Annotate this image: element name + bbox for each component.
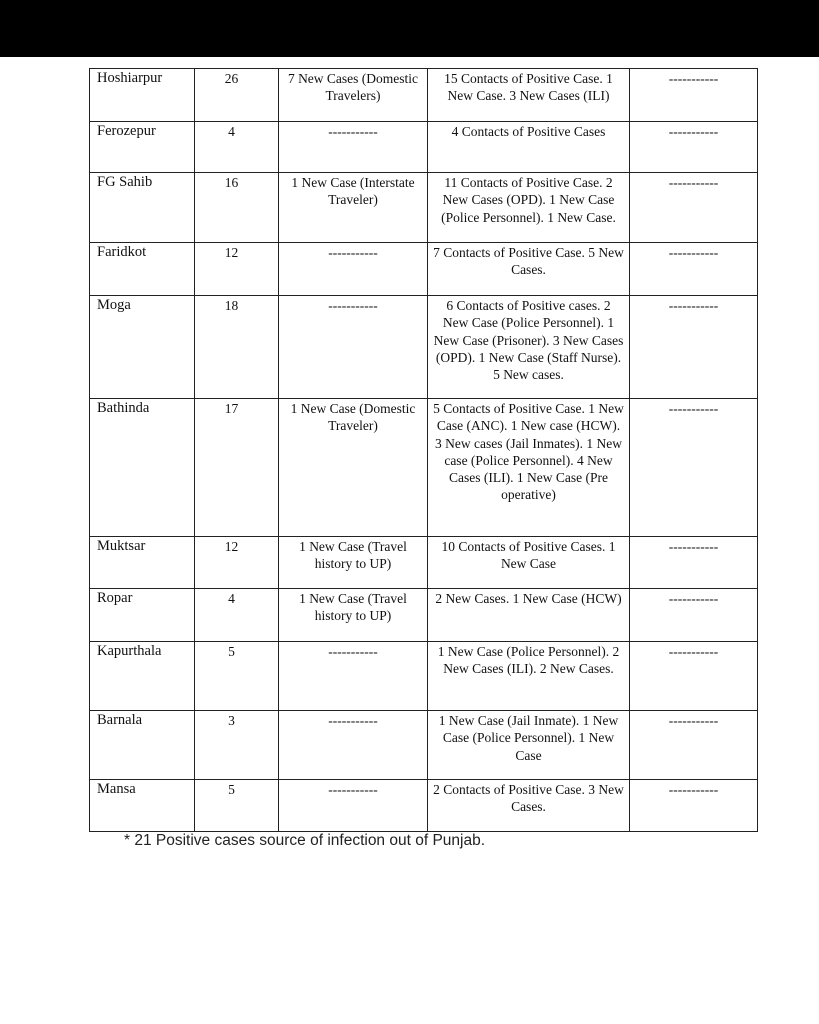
remarks-cell: ----------- — [630, 243, 758, 296]
remarks-cell: ----------- — [630, 173, 758, 243]
table-row — [90, 173, 758, 243]
local-cases-cell: 1 New Case (Jail Inmate). 1 New Case (Police Personnel). 1 New Case — [428, 711, 630, 780]
district-cell: FG Sahib — [90, 173, 195, 243]
case-count-cell: 26 — [195, 69, 279, 122]
remarks-cell: ----------- — [630, 589, 758, 642]
table-row — [90, 399, 758, 537]
travel-cases-cell: ----------- — [279, 780, 428, 832]
case-count-cell: 16 — [195, 173, 279, 243]
remarks-cell: ----------- — [630, 399, 758, 537]
local-cases-cell: 4 Contacts of Positive Cases — [428, 122, 630, 173]
table-row — [90, 243, 758, 296]
local-cases-cell: 6 Contacts of Positive cases. 2 New Case (Police Personnel). 1 New Case (Prisoner). 3 New Cases (OPD). 1 New Case (Staff Nurse). 5 New cases. — [428, 296, 630, 399]
district-cell: Bathinda — [90, 399, 195, 537]
case-count-cell: 17 — [195, 399, 279, 537]
table-row — [90, 711, 758, 780]
case-count-cell: 3 — [195, 711, 279, 780]
travel-cases-cell: 1 New Case (Interstate Traveler) — [279, 173, 428, 243]
district-cell: Muktsar — [90, 537, 195, 589]
district-cases-table — [89, 68, 758, 832]
table-row — [90, 296, 758, 399]
travel-cases-cell: 1 New Case (Domestic Traveler) — [279, 399, 428, 537]
remarks-cell: ----------- — [630, 711, 758, 780]
travel-cases-cell: ----------- — [279, 642, 428, 711]
travel-cases-cell: ----------- — [279, 122, 428, 173]
district-cell: Ferozepur — [90, 122, 195, 173]
travel-cases-cell: 1 New Case (Travel history to UP) — [279, 537, 428, 589]
remarks-cell: ----------- — [630, 780, 758, 832]
local-cases-cell: 1 New Case (Police Personnel). 2 New Cases (ILI). 2 New Cases. — [428, 642, 630, 711]
table-row — [90, 69, 758, 122]
local-cases-cell: 10 Contacts of Positive Cases. 1 New Case — [428, 537, 630, 589]
case-count-cell: 5 — [195, 780, 279, 832]
remarks-cell: ----------- — [630, 69, 758, 122]
table-row — [90, 642, 758, 711]
district-cell: Moga — [90, 296, 195, 399]
travel-cases-cell: ----------- — [279, 711, 428, 780]
district-cell: Ropar — [90, 589, 195, 642]
local-cases-cell: 5 Contacts of Positive Case. 1 New Case (ANC). 1 New case (HCW). 3 New cases (Jail Inmates). 1 New case (Police Personnel). 4 New Cases (ILI). 1 New Case (Pre operative) — [428, 399, 630, 537]
district-cell: Hoshiarpur — [90, 69, 195, 122]
local-cases-cell: 15 Contacts of Positive Case. 1 New Case. 3 New Cases (ILI) — [428, 69, 630, 122]
travel-cases-cell: ----------- — [279, 243, 428, 296]
travel-cases-cell: 1 New Case (Travel history to UP) — [279, 589, 428, 642]
local-cases-cell: 2 Contacts of Positive Case. 3 New Cases. — [428, 780, 630, 832]
remarks-cell: ----------- — [630, 642, 758, 711]
top-black-bar — [0, 0, 819, 57]
case-count-cell: 4 — [195, 589, 279, 642]
case-count-cell: 4 — [195, 122, 279, 173]
case-count-cell: 12 — [195, 537, 279, 589]
remarks-cell: ----------- — [630, 122, 758, 173]
district-cell: Faridkot — [90, 243, 195, 296]
local-cases-cell: 7 Contacts of Positive Case. 5 New Cases. — [428, 243, 630, 296]
case-count-cell: 18 — [195, 296, 279, 399]
district-cell: Kapurthala — [90, 642, 195, 711]
case-count-cell: 12 — [195, 243, 279, 296]
table-row — [90, 122, 758, 173]
case-count-cell: 5 — [195, 642, 279, 711]
table-row — [90, 780, 758, 832]
remarks-cell: ----------- — [630, 537, 758, 589]
remarks-cell: ----------- — [630, 296, 758, 399]
district-cell: Barnala — [90, 711, 195, 780]
table-row — [90, 537, 758, 589]
footnote: * 21 Positive cases source of infection out of Punjab. — [124, 832, 486, 849]
travel-cases-cell: 7 New Cases (Domestic Travelers) — [279, 69, 428, 122]
table-row — [90, 589, 758, 642]
local-cases-cell: 11 Contacts of Positive Case. 2 New Cases (OPD). 1 New Case (Police Personnel). 1 New Case. — [428, 173, 630, 243]
district-cell: Mansa — [90, 780, 195, 832]
travel-cases-cell: ----------- — [279, 296, 428, 399]
local-cases-cell: 2 New Cases. 1 New Case (HCW) — [428, 589, 630, 642]
